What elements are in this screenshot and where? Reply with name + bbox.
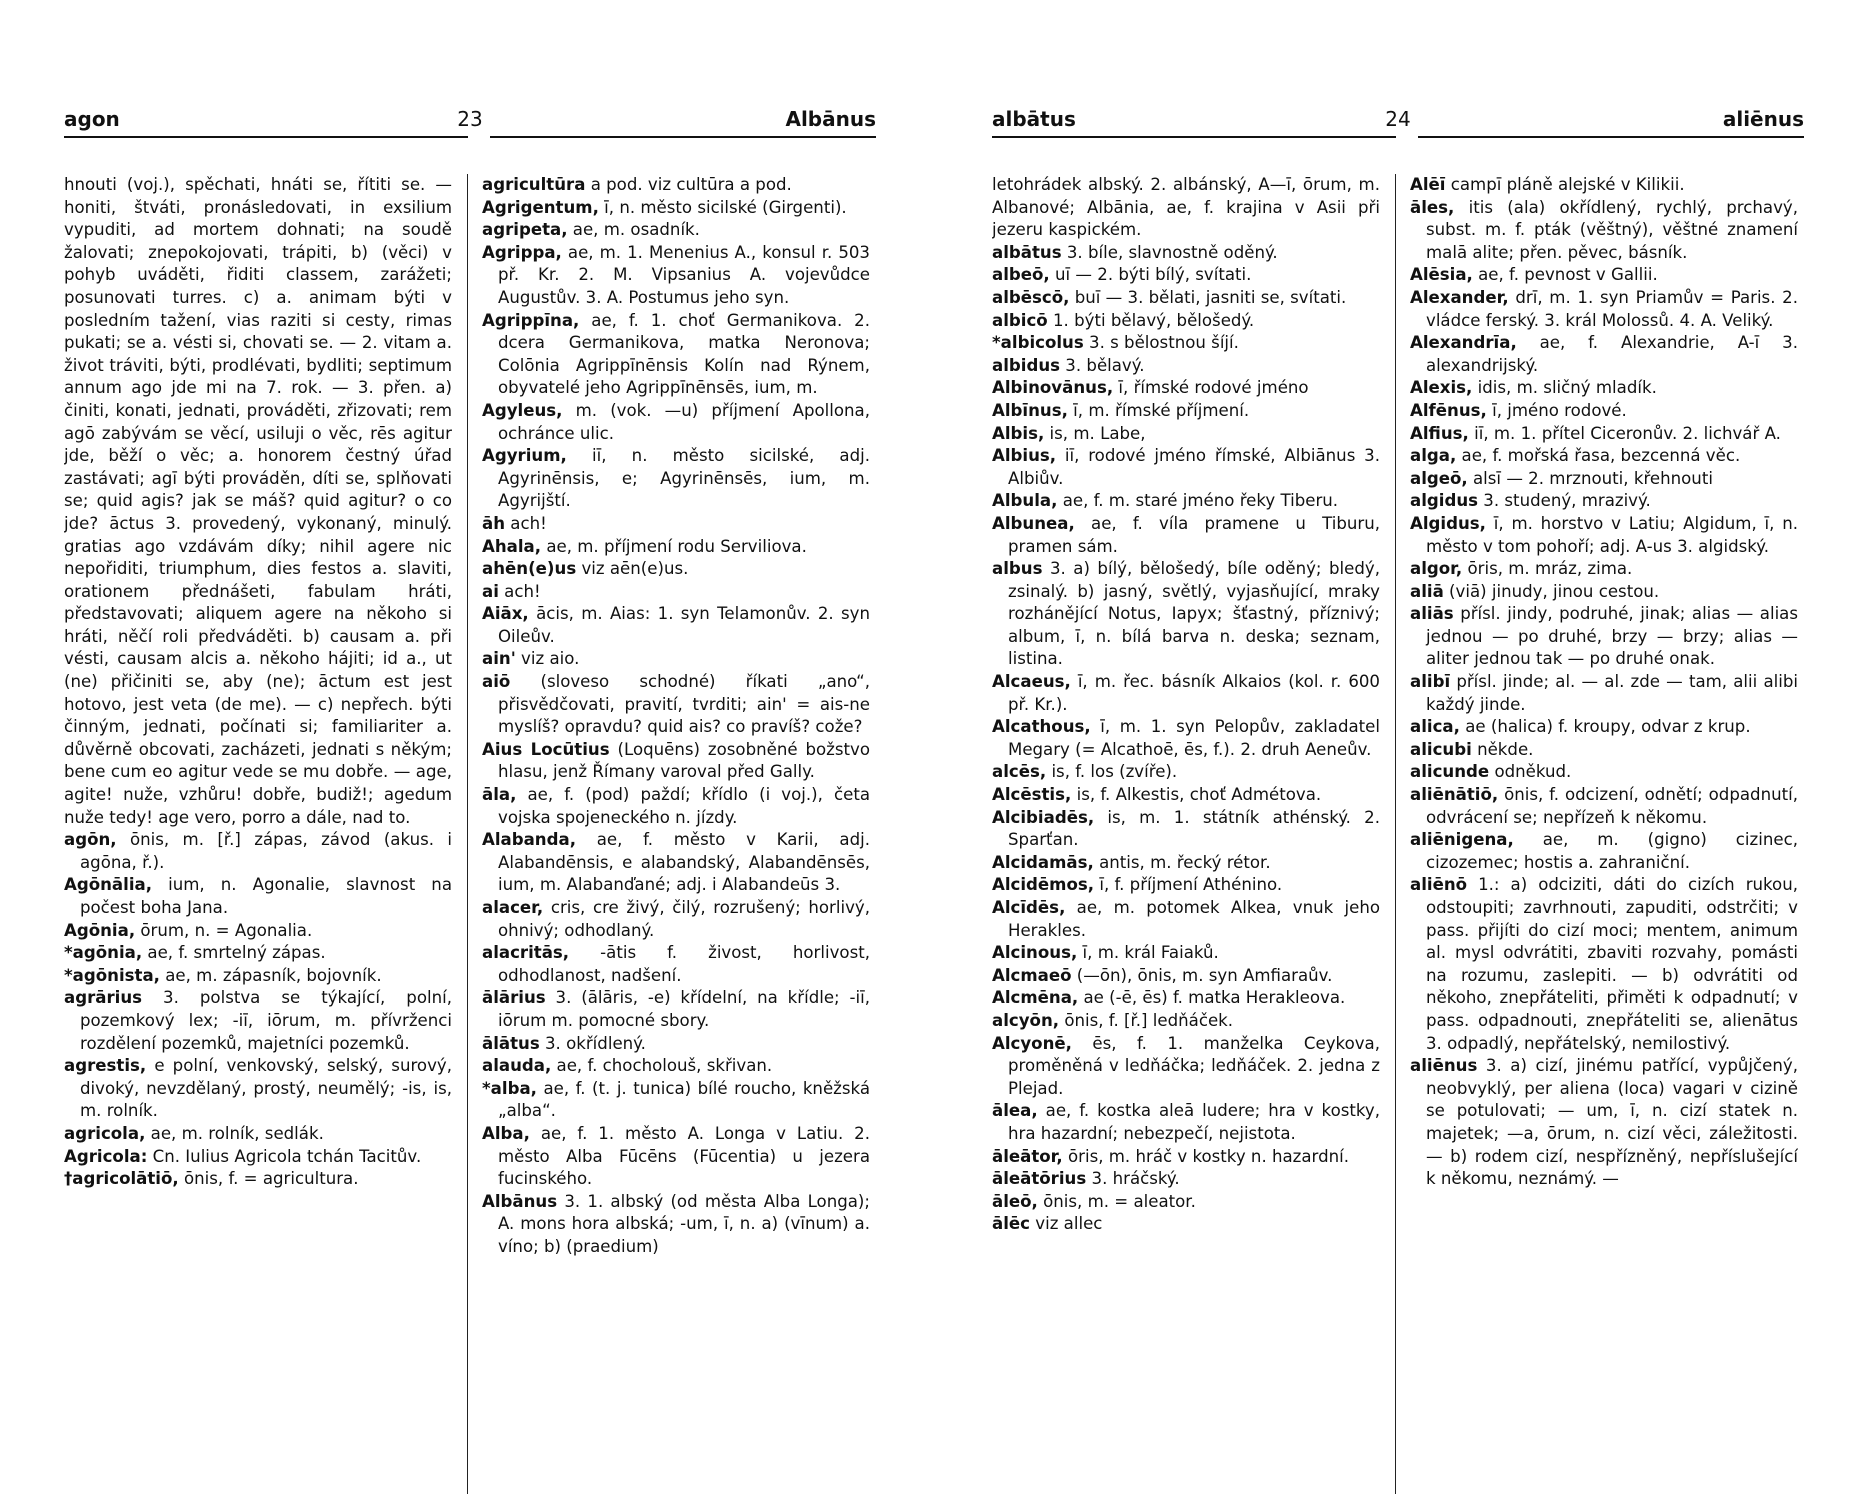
headword: ai: [482, 581, 499, 601]
entry-definition: ae, f. (pod) paždí; křídlo (i voj.), četa vojska spojeneckého n. jízdy.: [498, 785, 870, 827]
entry-definition: ae (halica) f. kroupy, odvar z krup.: [1459, 717, 1751, 737]
headword: ālātus: [482, 1033, 540, 1053]
entry-definition: 3. okřídlený.: [539, 1033, 646, 1053]
headword: Alcidēmos,: [992, 875, 1095, 895]
dictionary-entry: [482, 242, 870, 310]
entry-definition: (—ōn), ōnis, m. syn Amfiaraův.: [1071, 965, 1333, 985]
dictionary-entry: [992, 874, 1380, 897]
entry-definition: drī, m. 1. syn Priamův = Paris. 2. vládce ferský. 3. král Molossů. 4. A. Veliký.: [1426, 287, 1798, 330]
headword: aliā: [1410, 581, 1444, 601]
dictionary-entry: [64, 829, 452, 874]
entry-definition: ōnis, f. = agricultura.: [178, 1169, 359, 1189]
dictionary-entry: [482, 558, 870, 581]
dictionary-entry: [992, 987, 1380, 1010]
entry-definition: hnouti (voj.), spěchati, hnáti se, řítiti se. — honiti, štváti, pronásledovati, in exsilium vypuditi, ad mortem dohnati; na soudě žalovati; znepokojovati, trápiti, b) (věci) v pohyb uváděti, řiditi classem, zarážeti; posunovati turres. c) a. animam býti v posledním tažení, vias raziti si cesty, rimas pukati; se a. vésti si, chovati se. — 2. vitam a. život tráviti, býti, prodlévati, bydliti; septimum annum ago jde mi na 7. rok. — 3. přen. a) činiti, konati, jednati, prováděti, zřizovati; rem agō zabývám se věcí, usiluji o věc, rēs agitur jde, běží o věc; a. honorem čestný úřad zastávati; agī býti prováděn, díti se, splňovati se; quid agis? jak se máš? quid agitur? o co jde? āctus 3. provedený, vykonaný, minulý. gratias ago vzdávám díky; nihil agere nic nepořiditi, triumphum, dies festos a. slaviti, orationem přednášeti, fabulam hráti, představovati; aliquem agere na někoho si hráti, něčí roli předváděti. b) causam a. při vésti, causam alcis a. někoho hájiti; id a., ut (ne) přičiniti se, aby (ne); āctum est jest hotovo, jest veta (de me). — c) nepřech. býti činným, jednati, počínati si; familiariter a. důvěrně obcovati, zacházeti, jednati s někým; bene cum eo agitur vede se mu dobře. — age, agite! nuže, vzhůru! dobře, budiž!; agedum nuže tedy! age vero, porro a dále, nad to.: [64, 175, 452, 827]
headword: Agōnālia,: [64, 875, 153, 895]
dictionary-entry: [64, 965, 452, 988]
entry-definition: a pod. viz cultūra a pod.: [585, 175, 792, 194]
entry-definition: ī, n. město sicilské (Girgenti).: [598, 197, 847, 217]
entry-definition: ae, m. 1. Menenius A., konsul r. 503 př. Kr. 2. M. Vipsanius A. vojevůdce Augustův. 3. A. Postumus jeho syn.: [498, 242, 870, 307]
left-page: [64, 104, 876, 1256]
headword: Alexis,: [1410, 378, 1473, 398]
headword: Albula,: [992, 491, 1058, 511]
entry-definition: viz allec: [1029, 1214, 1103, 1234]
dictionary-entry: [992, 1033, 1380, 1101]
headword: Agyrium,: [482, 446, 567, 466]
headword: *agōnista,: [64, 965, 160, 985]
headword: Alcyonē,: [992, 1033, 1072, 1053]
headword: alacer,: [482, 898, 544, 917]
dictionary-entry: [1410, 581, 1798, 604]
dictionary-entry: [992, 965, 1380, 988]
dictionary-entry: [992, 1168, 1380, 1191]
entry-definition: e polní, venkovský, selský, surový, divoký, nevzdělaný, prostý, neumělý; -is, is, m. rolník.: [80, 1056, 452, 1121]
entry-definition: ī, římské rodové jméno: [1113, 378, 1309, 398]
headword: āles,: [1410, 197, 1455, 217]
dictionary-entry: [992, 264, 1380, 287]
entry-definition: is, f. Alkestis, choť Admétova.: [1071, 785, 1322, 805]
headword: ahēn(e)us: [482, 559, 577, 579]
headword: Alcathous,: [992, 717, 1091, 737]
entry-definition: ae, m. potomek Alkea, vnuk jeho Herakles.: [1008, 898, 1380, 940]
headword: algidus: [1410, 491, 1479, 511]
headword: Alcmēna,: [992, 988, 1079, 1008]
dictionary-entry: [482, 784, 870, 829]
entry-definition: ī, m. král Faiaků.: [1077, 943, 1219, 963]
dictionary-entry: [482, 310, 870, 400]
entry-definition: ae, f. mořská řasa, bezcenná věc.: [1456, 446, 1741, 466]
headword: Albānus: [482, 1191, 558, 1211]
headword: alacritās,: [482, 943, 570, 963]
dictionary-entry: [64, 1123, 452, 1146]
dictionary-entry: [992, 897, 1380, 942]
entry-definition: ī, m. římské příjmení.: [1067, 400, 1250, 420]
headword: alcyōn,: [992, 1010, 1060, 1030]
headword: āleō,: [992, 1191, 1038, 1211]
headword: ain': [482, 649, 516, 669]
headword: alcēs,: [992, 762, 1047, 782]
guide-word-left: albātus: [992, 107, 1076, 131]
dictionary-entry: [1410, 874, 1798, 1055]
entry-definition: ae, f. kostka aleā ludere; hra v kostky, hra hazardní; nebezpečí, nejistota.: [1008, 1101, 1380, 1143]
headword: āleātōrius: [992, 1169, 1087, 1189]
guide-word-right: Albānus: [785, 107, 876, 131]
entry-definition: ae, m. (gigno) cizinec, cizozemec; hostis a. zahraniční.: [1426, 830, 1798, 872]
columns: [992, 174, 1804, 1494]
entry-definition: 3. a) cizí, jinému patřící, vypůjčený, neobvyklý, per aliena (loca) vagari v cizině se potulovati; — um, ī, n. cizí statek n. majetek; —a, ōrum, n. cizí věci, záležitosti. — b) rodem cizí, nespřízněný, nepříslušející k někomu, neznámý. —: [1426, 1056, 1798, 1189]
headword: agricola,: [64, 1123, 146, 1143]
dictionary-entry: [482, 942, 870, 987]
dictionary-entry: [482, 174, 870, 197]
dictionary-entry: [992, 423, 1380, 446]
headword: Albinovānus,: [992, 378, 1114, 398]
headword: Albīnus,: [992, 400, 1068, 420]
headword: albus: [992, 559, 1043, 579]
headword: Alcmaeō: [992, 965, 1072, 985]
dictionary-entry: [1410, 761, 1798, 784]
entry-definition: ae, f. smrtelný zápas.: [142, 943, 326, 963]
entry-definition: viz aēn(e)us.: [576, 559, 689, 579]
entry-definition: ī, m. řec. básník Alkaios (kol. r. 600 př. Kr.).: [1008, 672, 1380, 714]
dictionary-entry: [482, 197, 870, 220]
dictionary-entry: [482, 400, 870, 445]
headword: Alcēstis,: [992, 785, 1072, 805]
right-page: [992, 104, 1804, 1234]
dictionary-entry: [482, 219, 870, 242]
dictionary-entry: [1410, 784, 1798, 829]
entry-definition: 1.: a) odciziti, dáti do cizích rukou, odstoupiti; zavrhnouti, zapuditi, odstrčiti; v pass. přijíti do cizí moci; mentem, animum al. mysl odvrátiti, zbaviti rozvahy, pomásti na rozumu, zaslepiti. — b) odvrátiti od někoho, znepřáteliti, přiměti k odpadnutí; v pass. odpadnouti, znepřáteliti se, alienātus 3. odpadlý, nepřátelský, nemilostivý.: [1426, 875, 1798, 1053]
dictionary-entry: [482, 671, 870, 739]
headword: Alfius,: [1410, 423, 1469, 443]
headword: Agrippīna,: [482, 310, 580, 330]
entry-definition: idis, m. sličný mladík.: [1472, 378, 1657, 398]
headword: aliēnus: [1410, 1056, 1478, 1076]
entry-definition: ae, f. 1. choť Germanikova. 2. dcera Germanikova, matka Neronova; Colōnia Agrippīnēnsis Kolín nad Rýnem, obyvatelé jeho Agrippīnēnsēs, ium, m.: [498, 310, 870, 398]
page-number: 23: [457, 107, 483, 131]
headword: āleātor,: [992, 1146, 1063, 1166]
running-head: [992, 104, 1804, 134]
entry-definition: uī — 2. býti bílý, svítati.: [1049, 265, 1252, 285]
dictionary-entry: [1410, 197, 1798, 265]
entry-definition: 3. polstva se týkající, polní, pozemkový lex; -iī, iōrum, m. přívrženci rozdělení pozemků, majetníci pozemků.: [80, 988, 452, 1053]
entry-definition: 3. (ālāris, -e) křídelní, na křídle; -iī, iōrum m. pomocné sbory.: [498, 988, 870, 1030]
entry-definition: -ātis f. živost, horlivost, odhodlanost, nadšení.: [498, 943, 870, 985]
header-rules: [992, 134, 1804, 144]
entry-definition: antis, m. řecký rétor.: [1093, 852, 1271, 872]
headword: alauda,: [482, 1056, 552, 1076]
dictionary-entry: [482, 513, 870, 536]
dictionary-entry: [1410, 400, 1798, 423]
entry-definition: iī, rodové jméno římské, Albiānus 3. Albiův.: [1008, 446, 1380, 488]
dictionary-entry: [482, 581, 870, 604]
headword: *albicolus: [992, 333, 1084, 353]
dictionary-entry: [1410, 445, 1798, 468]
entry-definition: ae, f. (t. j. tunica) bílé roucho, kněžská „alba“.: [498, 1078, 870, 1121]
headword: agōn,: [64, 830, 117, 850]
headword: Alcidamās,: [992, 852, 1094, 872]
entry-definition: ōris, m. hráč v kostky n. hazardní.: [1062, 1146, 1350, 1166]
dictionary-entry: [1410, 377, 1798, 400]
headword: Ahala,: [482, 536, 542, 556]
dictionary-entry: [992, 310, 1380, 333]
entry-definition: is, f. los (zvíře).: [1046, 762, 1178, 782]
headword: alica,: [1410, 717, 1460, 737]
entry-definition: ium, n. Agonalie, slavnost na počest boha Jana.: [80, 875, 452, 917]
entry-definition: ōris, m. mráz, zima.: [1462, 559, 1633, 579]
entry-definition: 1. býti bělavý, bělošedý.: [1047, 310, 1255, 330]
entry-definition: (sloveso schodné) říkati „ano“, přisvědčovati, pravití, tvrditi; ain' = ais-ne myslíš? opravdu? quid ais? co pravíš? cože?: [498, 672, 870, 737]
headword: alicunde: [1410, 762, 1490, 782]
dictionary-entry: [1410, 829, 1798, 874]
entry-definition: Cn. Iulius Agricola tchán Tacitův.: [147, 1146, 422, 1166]
headword: ālēc: [992, 1214, 1030, 1234]
entry-definition: 3. 1. albský (od města Alba Longa); A. mons hora albská; -um, ī, n. a) (vīnum) a. víno; b) (praedium): [498, 1191, 870, 1256]
headword: Alcibiadēs,: [992, 807, 1095, 827]
headword: Alcaeus,: [992, 672, 1071, 692]
headword: alicubi: [1410, 739, 1472, 759]
headword: ālea,: [992, 1101, 1038, 1121]
dictionary-entry: [1410, 264, 1798, 287]
headword: albicō: [992, 310, 1048, 330]
dictionary-entry: [992, 942, 1380, 965]
headword: Alēī: [1410, 175, 1446, 194]
entry-definition: ōnis, f. odcizení, odnětí; odpadnutí, odvrácení se; nepřízeň k někomu.: [1426, 785, 1798, 827]
entry-definition: 3. bíle, slavnostně oděný.: [1061, 242, 1278, 262]
dictionary-entry: [992, 1191, 1380, 1214]
dictionary-entry: [1410, 287, 1798, 332]
headword: Aiāx,: [482, 604, 529, 624]
dictionary-entry: [1410, 603, 1798, 671]
header-rule: [992, 136, 1396, 138]
headword: Agrigentum,: [482, 197, 599, 217]
headword: alga,: [1410, 446, 1457, 466]
entry-definition: itis (ala) okřídlený, rychlý, prchavý, subst. m. f. pták (věštný), věštné znamení malā alite; přen. pěvec, básník.: [1426, 197, 1798, 262]
dictionary-entry: [992, 513, 1380, 558]
entry-definition: ae, m. zápasník, bojovník.: [159, 965, 382, 985]
entry-definition: cris, cre živý, čilý, rozrušený; horlivý, ohnivý; odhodlaný.: [498, 898, 870, 940]
dictionary-entry: [1410, 739, 1798, 762]
headword: Alexander,: [1410, 287, 1509, 307]
dictionary-entry: [992, 1010, 1380, 1033]
entry-definition: ī, jméno rodové.: [1486, 400, 1627, 420]
entry-definition: ōnis, f. [ř.] ledňáček.: [1059, 1010, 1234, 1030]
headword: Albis,: [992, 423, 1045, 443]
entry-definition: ae, f. Alexandrie, A-ī 3. alexandrijský.: [1426, 333, 1798, 375]
dictionary-entry: [1410, 716, 1798, 739]
dictionary-entry: [64, 942, 452, 965]
entry-definition: iī, m. 1. přítel Ciceronův. 2. lichvář A.: [1468, 423, 1781, 443]
dictionary-entry: [992, 242, 1380, 265]
entry-definition: přísl. jinde; al. — al. zde — tam, alii alibi každý jinde.: [1426, 672, 1798, 714]
headword: ālārius: [482, 988, 546, 1008]
headword: āla,: [482, 785, 517, 805]
entry-definition: ae, f. 1. město A. Longa v Latiu. 2. město Alba Fūcēns (Fūcentia) u jezera fucinského.: [498, 1123, 870, 1189]
headword: albēscō,: [992, 287, 1070, 307]
headword: agripeta,: [482, 220, 568, 240]
dictionary-entry: [64, 920, 452, 943]
column-1: [64, 174, 452, 1494]
dictionary-entry: [1410, 513, 1798, 558]
column-1: [992, 174, 1380, 1494]
headword: *agōnia,: [64, 943, 143, 963]
headword: albidus: [992, 355, 1061, 375]
dictionary-entry: [482, 1033, 870, 1056]
dictionary-entry: [992, 355, 1380, 378]
headword: agricultūra: [482, 175, 586, 194]
dictionary-entry: [992, 490, 1380, 513]
dictionary-entry: [64, 1055, 452, 1123]
dictionary-entry: [1410, 332, 1798, 377]
headword: Aius Locūtius: [482, 739, 610, 759]
headword: Alcinous,: [992, 943, 1078, 963]
dictionary-entry: [992, 716, 1380, 761]
dictionary-entry: [992, 400, 1380, 423]
header-rule: [1418, 136, 1804, 138]
entry-definition: ae, f. město v Karii, adj. Alabandēnsis, e alabandský, Alabandēnsēs, ium, m. Alabanďané; adj. i Alabandeūs 3.: [498, 830, 870, 895]
dictionary-entry: [992, 1100, 1380, 1145]
headword: aliēnō: [1410, 875, 1468, 895]
dictionary-entry: [482, 536, 870, 559]
dictionary-entry: [1410, 671, 1798, 716]
guide-word-right: aliēnus: [1722, 107, 1804, 131]
entry-definition: ōrum, n. = Agonalia.: [135, 920, 313, 940]
header-rule: [490, 136, 876, 138]
dictionary-entry: [64, 174, 452, 829]
dictionary-entry: [1410, 558, 1798, 581]
entry-definition: ach!: [505, 513, 547, 533]
entry-definition: ae, m. osadník.: [567, 220, 700, 240]
headword: Agricola:: [64, 1146, 148, 1166]
dictionary-entry: [482, 445, 870, 513]
guide-word-left: agon: [64, 107, 120, 131]
entry-definition: ae (-ē, ēs) f. matka Herakleova.: [1078, 988, 1346, 1008]
dictionary-entry: [992, 174, 1380, 242]
dictionary-entry: [482, 1078, 870, 1123]
dictionary-entry: [482, 1055, 870, 1078]
headword: Alba,: [482, 1123, 530, 1143]
column-divider: [1395, 174, 1396, 1494]
dictionary-entry: [482, 603, 870, 648]
entry-definition: ī, f. příjmení Athénino.: [1094, 875, 1283, 895]
headword: aliēnigena,: [1410, 830, 1514, 850]
entry-definition: ae, m. příjmení rodu Serviliova.: [541, 536, 807, 556]
entry-definition: viz aio.: [515, 649, 580, 669]
entry-definition: ī, m. horstvo v Latiu; Algidum, ī, n. město v tom pohoří; adj. A-us 3. algidský.: [1426, 513, 1798, 556]
dictionary-entry: [992, 852, 1380, 875]
headword: alibī: [1410, 672, 1451, 692]
column-2: [482, 174, 870, 1494]
headword: Alabanda,: [482, 830, 576, 850]
headword: algeō,: [1410, 468, 1468, 488]
headword: Albunea,: [992, 513, 1075, 533]
dictionary-entry: [992, 1146, 1380, 1169]
headword: Alcīdēs,: [992, 898, 1066, 917]
entry-definition: někde.: [1471, 739, 1534, 759]
entry-definition: letohrádek albský. 2. albánský, A—ī, ōrum, m. Albanové; Albānia, ae, f. krajina v Asii při jezeru kaspickém.: [992, 175, 1380, 240]
headword: agrestis,: [64, 1056, 147, 1076]
entry-definition: ae, f. m. staré jméno řeky Tiberu.: [1057, 491, 1339, 511]
entry-definition: ae, f. víla pramene u Tiburu, pramen sám.: [1008, 513, 1380, 556]
dictionary-entry: [992, 807, 1380, 852]
entry-definition: ae, f. pevnost v Gallii.: [1472, 265, 1658, 285]
dictionary-entry: [992, 445, 1380, 490]
dictionary-entry: [64, 1146, 452, 1169]
dictionary-entry: [992, 1213, 1380, 1236]
page-number: 24: [1385, 107, 1411, 131]
dictionary-entry: [64, 874, 452, 919]
entry-definition: ōnis, m. = aleator.: [1037, 1191, 1196, 1211]
entry-definition: 3. s bělostnou šíjí.: [1083, 333, 1239, 353]
dictionary-entry: [64, 987, 452, 1055]
entry-definition: 3. bělavý.: [1060, 355, 1145, 375]
headword: aliēnātiō,: [1410, 785, 1499, 805]
dictionary-entry: [1410, 468, 1798, 491]
dictionary-entry: [992, 558, 1380, 671]
entry-definition: 3. hráčský.: [1086, 1169, 1180, 1189]
dictionary-entry: [1410, 1055, 1798, 1191]
headword: Algidus,: [1410, 513, 1486, 533]
dictionary-entry: [482, 987, 870, 1032]
column-divider: [467, 174, 468, 1494]
dictionary-entry: [1410, 490, 1798, 513]
dictionary-entry: [482, 739, 870, 784]
headword: aliās: [1410, 604, 1454, 624]
headword: agrārius: [64, 988, 143, 1008]
entry-definition: ae, m. rolník, sedlák.: [145, 1123, 324, 1143]
headword: Alfēnus,: [1410, 400, 1487, 420]
entry-definition: ach!: [498, 581, 541, 601]
entry-definition: is, m. 1. státník athénský. 2. Sparťan.: [1008, 807, 1380, 850]
headword: Agōnia,: [64, 920, 136, 940]
entry-definition: campī pláně alejské v Kilikii.: [1445, 175, 1685, 194]
entry-definition: 3. a) bílý, bělošedý, bíle oděný; bledý, zsinalý. b) jasný, světlý, vyjasňující, mraky rozhánějící Notus, Iapyx; šťastný, příznivý; album, ī, n. bílá barva n. deska; seznam, listina.: [1008, 559, 1380, 669]
dictionary-entry: [992, 671, 1380, 716]
entry-definition: ae, f. chocholouš, skřivan.: [551, 1056, 773, 1076]
entry-definition: ācis, m. Aias: 1. syn Telamonův. 2. syn Oileův.: [498, 604, 870, 646]
headword: Albius,: [992, 446, 1057, 466]
dictionary-entry: [1410, 423, 1798, 446]
entry-definition: alsī — 2. mrznouti, křehnouti: [1467, 468, 1713, 488]
entry-definition: přísl. jindy, podruhé, jinak; alias — alias jednou — po druhé, brzy — brzy; alias — aliter jednou tak — po druhé onak.: [1426, 604, 1798, 669]
dictionary-entry: [992, 377, 1380, 400]
headword: Alexandrīa,: [1410, 333, 1517, 353]
entry-definition: 3. studený, mrazivý.: [1478, 491, 1651, 511]
entry-definition: buī — 3. bělati, jasniti se, svítati.: [1069, 287, 1347, 307]
entry-definition: ī, m. 1. syn Pelopův, zakladatel Megary (= Alcathoē, ēs, f.). 2. druh Aeneův.: [1008, 717, 1380, 759]
dictionary-entry: [482, 1191, 870, 1259]
headword: albeō,: [992, 265, 1050, 285]
dictionary-entry: [1410, 174, 1798, 197]
headword: Agyleus,: [482, 400, 563, 420]
headword: aiō: [482, 672, 511, 692]
headword: albātus: [992, 242, 1062, 262]
dictionary-entry: [482, 897, 870, 942]
dictionary-entry: [992, 287, 1380, 310]
headword: Agrippa,: [482, 242, 562, 262]
dictionary-entry: [992, 761, 1380, 784]
headword: Alēsia,: [1410, 265, 1473, 285]
dictionary-entry: [992, 332, 1380, 355]
dictionary-entry: [482, 1123, 870, 1191]
column-2: [1410, 174, 1798, 1494]
entry-definition: iī, n. město sicilské, adj. Agyrinēnsis, e; Agyrinēnsēs, ium, m. Agyrijští.: [498, 446, 870, 511]
entry-definition: odněkud.: [1489, 762, 1572, 782]
headword: algor,: [1410, 559, 1463, 579]
dictionary-entry: [482, 829, 870, 897]
headword: †agricolātiō,: [64, 1169, 179, 1189]
entry-definition: (Loquēns) zosobněné božstvo hlasu, jenž Římany varoval před Gally.: [498, 739, 870, 782]
headword: *alba,: [482, 1078, 537, 1098]
entry-definition: is, m. Labe,: [1044, 423, 1146, 443]
dictionary-entry: [992, 784, 1380, 807]
header-rule: [64, 136, 468, 138]
dictionary-entry: [64, 1168, 452, 1191]
dictionary-entry: [482, 648, 870, 671]
headword: āh: [482, 513, 506, 533]
columns: [64, 174, 876, 1494]
entry-definition: ōnis, m. [ř.] zápas, závod (akus. i agōna, ř.).: [80, 830, 452, 872]
running-head: [64, 104, 876, 134]
entry-definition: m. (vok. —u) příjmení Apollona, ochránce ulic.: [498, 400, 870, 443]
entry-definition: (viā) jinudy, jinou cestou.: [1443, 581, 1660, 601]
header-rules: [64, 134, 876, 144]
entry-definition: ēs, f. 1. manželka Ceykova, proměněná v ledňáčka; ledňáček. 2. jedna z Plejad.: [1008, 1033, 1380, 1098]
